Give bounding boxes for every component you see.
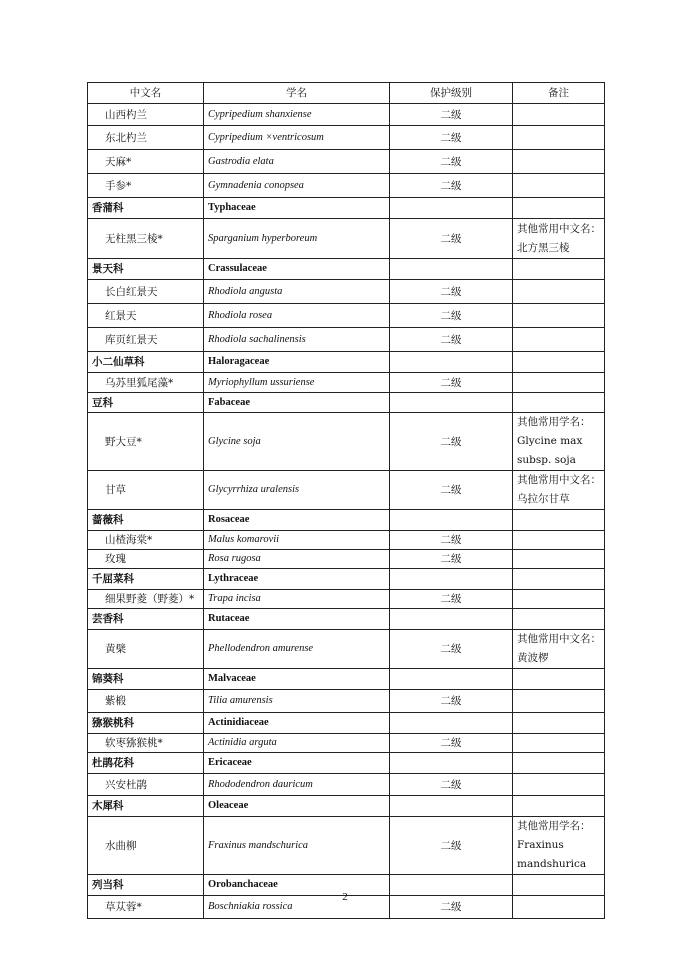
chinese-name-cell: 列当科 (88, 875, 204, 896)
family-row (88, 569, 605, 590)
remarks-cell (513, 774, 605, 796)
protection-level-cell: 二级 (390, 373, 513, 393)
remarks-cell (513, 510, 605, 531)
remarks-cell (513, 393, 605, 413)
species-row (88, 373, 605, 393)
remarks-cell (513, 531, 605, 550)
species-row (88, 630, 605, 669)
chinese-name-cell: 无柱黑三棱* (88, 219, 204, 259)
family-row (88, 796, 605, 817)
protection-level-cell (390, 259, 513, 280)
scientific-name-cell: Myriophyllum ussuriense (204, 373, 390, 393)
remarks-cell (513, 352, 605, 373)
scientific-name-cell: Orobanchaceae (204, 875, 390, 896)
remarks-cell (513, 150, 605, 174)
scientific-name-cell: Rhodiola angusta (204, 280, 390, 304)
scientific-name-cell: Crassulaceae (204, 259, 390, 280)
protection-level-cell: 二级 (390, 471, 513, 510)
chinese-name-cell: 芸香科 (88, 609, 204, 630)
scientific-name-cell: Rutaceae (204, 609, 390, 630)
species-row (88, 150, 605, 174)
species-row (88, 219, 605, 259)
scientific-name-cell: Malus komarovii (204, 531, 390, 550)
scientific-name-cell: Trapa incisa (204, 590, 390, 609)
chinese-name-cell: 东北杓兰 (88, 126, 204, 150)
chinese-name-cell: 野大豆* (88, 413, 204, 471)
remarks-cell (513, 280, 605, 304)
protection-level-cell (390, 393, 513, 413)
scientific-name-cell: Fabaceae (204, 393, 390, 413)
chinese-name-cell: 水曲柳 (88, 817, 204, 875)
remarks-cell (513, 104, 605, 126)
family-row (88, 713, 605, 734)
family-row (88, 609, 605, 630)
scientific-name-cell: Rhodiola rosea (204, 304, 390, 328)
chinese-name-cell: 甘草 (88, 471, 204, 510)
scientific-name-cell: Glycine soja (204, 413, 390, 471)
family-row (88, 198, 605, 219)
species-row (88, 413, 605, 471)
remarks-cell (513, 174, 605, 198)
chinese-name-cell: 杜鹃花科 (88, 753, 204, 774)
remarks-cell (513, 198, 605, 219)
species-row (88, 304, 605, 328)
table-body (88, 104, 605, 919)
species-row (88, 734, 605, 753)
scientific-name-cell: Sparganium hyperboreum (204, 219, 390, 259)
protection-level-cell: 二级 (390, 590, 513, 609)
header-remarks: 备注 (513, 83, 605, 104)
scientific-name-cell: Haloragaceae (204, 352, 390, 373)
scientific-name-cell: Fraxinus mandschurica (204, 817, 390, 875)
species-row (88, 104, 605, 126)
remarks-cell (513, 259, 605, 280)
species-row (88, 471, 605, 510)
protection-level-cell (390, 198, 513, 219)
species-row (88, 817, 605, 875)
page-number: 2 (342, 891, 348, 903)
remarks-cell (513, 569, 605, 590)
chinese-name-cell: 手参* (88, 174, 204, 198)
chinese-name-cell: 玫瑰 (88, 550, 204, 569)
protection-level-cell (390, 669, 513, 690)
protection-level-cell: 二级 (390, 174, 513, 198)
scientific-name-cell: Rosaceae (204, 510, 390, 531)
protection-level-cell: 二级 (390, 734, 513, 753)
protection-level-cell (390, 569, 513, 590)
remarks-cell (513, 734, 605, 753)
scientific-name-cell: Gastrodia elata (204, 150, 390, 174)
chinese-name-cell: 锦葵科 (88, 669, 204, 690)
protection-level-cell: 二级 (390, 413, 513, 471)
remarks-cell (513, 669, 605, 690)
scientific-name-cell: Malvaceae (204, 669, 390, 690)
species-row (88, 280, 605, 304)
remarks-cell (513, 753, 605, 774)
family-row (88, 510, 605, 531)
protection-level-cell: 二级 (390, 817, 513, 875)
protection-level-cell: 二级 (390, 280, 513, 304)
scientific-name-cell: Gymnadenia conopsea (204, 174, 390, 198)
protection-level-cell: 二级 (390, 630, 513, 669)
species-row (88, 174, 605, 198)
family-row (88, 259, 605, 280)
scientific-name-cell: Actinidiaceae (204, 713, 390, 734)
protection-level-cell: 二级 (390, 219, 513, 259)
protection-level-cell (390, 753, 513, 774)
family-row (88, 393, 605, 413)
chinese-name-cell: 小二仙草科 (88, 352, 204, 373)
chinese-name-cell: 香蒲科 (88, 198, 204, 219)
chinese-name-cell: 紫椴 (88, 690, 204, 713)
remarks-cell (513, 796, 605, 817)
header-chinese-name: 中文名 (88, 83, 204, 104)
chinese-name-cell: 千屈菜科 (88, 569, 204, 590)
scientific-name-cell: Phellodendron amurense (204, 630, 390, 669)
remarks-cell (513, 609, 605, 630)
header-scientific-name: 学名 (204, 83, 390, 104)
species-row (88, 126, 605, 150)
chinese-name-cell: 豆科 (88, 393, 204, 413)
species-row (88, 590, 605, 609)
remarks-cell (513, 550, 605, 569)
scientific-name-cell: Cypripedium ×ventricosum (204, 126, 390, 150)
protection-level-cell: 二级 (390, 774, 513, 796)
chinese-name-cell: 库页红景天 (88, 328, 204, 352)
remarks-cell (513, 126, 605, 150)
scientific-name-cell: Lythraceae (204, 569, 390, 590)
remarks-cell (513, 373, 605, 393)
species-row (88, 774, 605, 796)
scientific-name-cell: Boschniakia rossica (204, 896, 390, 919)
species-row (88, 531, 605, 550)
chinese-name-cell: 兴安杜鹃 (88, 774, 204, 796)
protection-level-cell (390, 713, 513, 734)
remarks-cell: 其他常用中文名：黄波椤 (513, 630, 605, 669)
remarks-cell: 其他常用中文名：北方黑三棱 (513, 219, 605, 259)
protection-level-cell: 二级 (390, 690, 513, 713)
remarks-cell (513, 328, 605, 352)
protection-level-cell (390, 510, 513, 531)
protection-level-cell: 二级 (390, 531, 513, 550)
protection-level-cell: 二级 (390, 304, 513, 328)
protection-level-cell: 二级 (390, 126, 513, 150)
scientific-name-cell: Tilia amurensis (204, 690, 390, 713)
protection-level-cell: 二级 (390, 328, 513, 352)
species-row (88, 690, 605, 713)
family-row (88, 753, 605, 774)
protection-level-cell (390, 609, 513, 630)
protection-level-cell (390, 796, 513, 817)
chinese-name-cell: 红景天 (88, 304, 204, 328)
chinese-name-cell: 长白红景天 (88, 280, 204, 304)
scientific-name-cell: Ericaceae (204, 753, 390, 774)
remarks-cell: 其他常用学名：Glycine max subsp. soja (513, 413, 605, 471)
scientific-name-cell: Rhododendron dauricum (204, 774, 390, 796)
chinese-name-cell: 乌苏里狐尾藻* (88, 373, 204, 393)
chinese-name-cell: 软枣猕猴桃* (88, 734, 204, 753)
scientific-name-cell: Rhodiola sachalinensis (204, 328, 390, 352)
protection-level-cell: 二级 (390, 896, 513, 919)
protection-level-cell (390, 352, 513, 373)
scientific-name-cell: Actinidia arguta (204, 734, 390, 753)
scientific-name-cell: Cypripedium shanxiense (204, 104, 390, 126)
scientific-name-cell: Rosa rugosa (204, 550, 390, 569)
species-row (88, 328, 605, 352)
remarks-cell: 其他常用中文名：乌拉尔甘草 (513, 471, 605, 510)
table-header-row (88, 83, 605, 104)
remarks-cell: 其他常用学名：Fraxinus mandshurica (513, 817, 605, 875)
protection-level-cell: 二级 (390, 550, 513, 569)
protection-level-cell: 二级 (390, 150, 513, 174)
family-row (88, 352, 605, 373)
chinese-name-cell: 草苁蓉* (88, 896, 204, 919)
remarks-cell (513, 713, 605, 734)
chinese-name-cell: 景天科 (88, 259, 204, 280)
species-table (87, 82, 605, 919)
chinese-name-cell: 木犀科 (88, 796, 204, 817)
scientific-name-cell: Typhaceae (204, 198, 390, 219)
chinese-name-cell: 蔷薇科 (88, 510, 204, 531)
family-row (88, 669, 605, 690)
chinese-name-cell: 天麻* (88, 150, 204, 174)
remarks-cell (513, 304, 605, 328)
chinese-name-cell: 猕猴桃科 (88, 713, 204, 734)
protection-level-cell: 二级 (390, 104, 513, 126)
chinese-name-cell: 山楂海棠* (88, 531, 204, 550)
chinese-name-cell: 黄檗 (88, 630, 204, 669)
remarks-cell (513, 590, 605, 609)
scientific-name-cell: Oleaceae (204, 796, 390, 817)
chinese-name-cell: 细果野菱（野菱）* (88, 590, 204, 609)
scientific-name-cell: Glycyrrhiza uralensis (204, 471, 390, 510)
header-protection-level: 保护级别 (390, 83, 513, 104)
species-row (88, 550, 605, 569)
chinese-name-cell: 山西杓兰 (88, 104, 204, 126)
remarks-cell (513, 690, 605, 713)
